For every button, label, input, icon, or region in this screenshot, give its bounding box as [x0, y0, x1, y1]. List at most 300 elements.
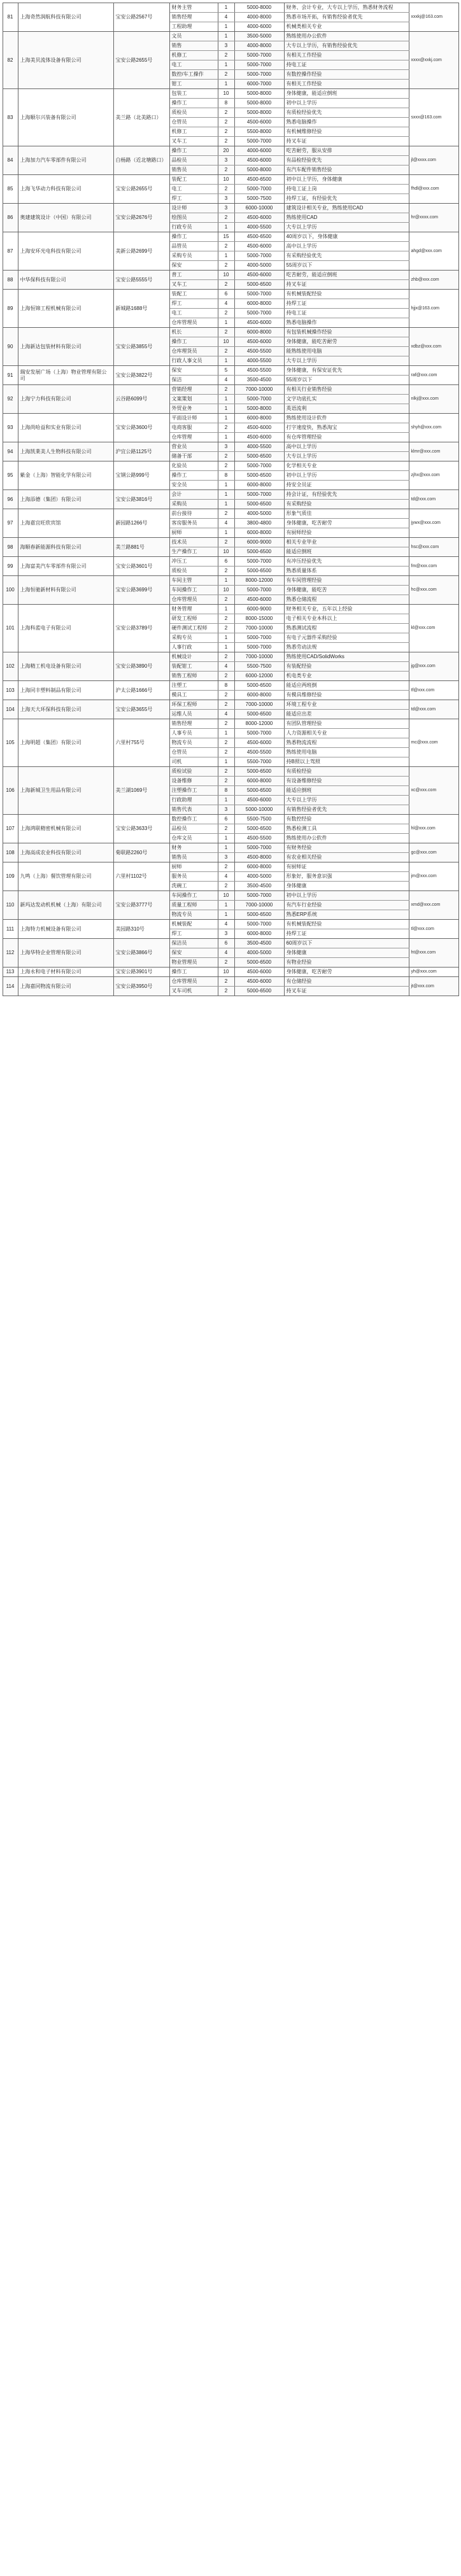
- job-salary: 7000-10000: [235, 624, 285, 633]
- row-number: 105: [3, 719, 18, 766]
- job-row: [170, 729, 409, 738]
- job-salary: 5000-6500: [235, 500, 285, 509]
- job-row: [170, 681, 409, 691]
- company-contact: tl@xxx.com: [409, 920, 459, 938]
- job-row: [170, 700, 409, 710]
- company-row: [3, 557, 459, 576]
- job-salary: 4000-8000: [235, 13, 285, 22]
- job-salary: 5000-7000: [235, 586, 285, 595]
- job-list: [170, 862, 409, 890]
- job-requirement: 熟悉质量体系: [285, 567, 409, 575]
- company-contact: nlkj@xxx.com: [409, 385, 459, 413]
- job-title: 操作工: [170, 232, 218, 241]
- job-salary: 6000-8000: [235, 691, 285, 700]
- job-count: 8: [218, 786, 235, 795]
- job-salary: 6000-12000: [235, 672, 285, 680]
- company-address: 宝安公路3890号: [114, 652, 170, 680]
- job-title: 车间操作工: [170, 586, 218, 595]
- company-name: 上海恒驰新材料有限公司: [18, 576, 114, 604]
- job-title: 采购专员: [170, 251, 218, 260]
- company-row: [3, 862, 459, 891]
- company-name: 上海新城卫生用品有限公司: [18, 767, 114, 814]
- job-requirement: 有品检经验优先: [285, 156, 409, 165]
- job-row: [170, 968, 409, 976]
- company-row: [3, 700, 459, 719]
- job-count: 3: [218, 156, 235, 165]
- job-title: 注塑工: [170, 681, 218, 690]
- job-requirement: 持叉车证: [285, 987, 409, 996]
- job-list: [170, 939, 409, 967]
- job-title: 文案策划: [170, 395, 218, 404]
- job-salary: 5500-7500: [235, 662, 285, 671]
- job-row: [170, 404, 409, 413]
- company-contact: ahgd@xxx.com: [409, 232, 459, 270]
- job-list: [170, 538, 409, 556]
- job-count: 2: [218, 719, 235, 728]
- job-row: [170, 987, 409, 996]
- job-row: [170, 662, 409, 672]
- job-list: [170, 767, 409, 814]
- job-list: [170, 146, 409, 174]
- job-requirement: 身体健康，能吃苦: [285, 586, 409, 595]
- job-count: 4: [218, 299, 235, 308]
- job-list: [170, 843, 409, 862]
- job-row: [170, 89, 409, 99]
- job-requirement: 初中以上学历: [285, 471, 409, 480]
- job-salary: 4500-6000: [235, 271, 285, 279]
- job-title: 装配工: [170, 175, 218, 184]
- company-address: 宝安公路2655号: [114, 175, 170, 203]
- row-number: 90: [3, 328, 18, 365]
- job-requirement: 有质检经验优先: [285, 108, 409, 117]
- job-row: [170, 710, 409, 719]
- job-title: 包装工: [170, 89, 218, 98]
- job-salary: 6000-8000: [235, 414, 285, 423]
- company-name: 瑞安发展广场（上海）物业管理有限公司: [18, 366, 114, 384]
- job-count: 2: [218, 328, 235, 337]
- job-title: 数控操作工: [170, 815, 218, 824]
- job-list: [170, 442, 409, 461]
- job-salary: 5000-6500: [235, 452, 285, 461]
- job-count: 2: [218, 423, 235, 432]
- company-address: 宝安公路3601号: [114, 557, 170, 575]
- job-row: [170, 652, 409, 662]
- job-title: 采购员: [170, 500, 218, 509]
- job-count: 2: [218, 987, 235, 996]
- job-requirement: 熟悉物流流程: [285, 738, 409, 747]
- job-list: [170, 920, 409, 938]
- job-list: [170, 509, 409, 537]
- job-count: 2: [218, 691, 235, 700]
- job-salary: 6000-9000: [235, 538, 285, 547]
- job-title: 前台接待: [170, 509, 218, 518]
- job-title: 客房服务员: [170, 519, 218, 528]
- job-row: [170, 60, 409, 70]
- job-salary: 6000-7000: [235, 80, 285, 88]
- job-row: [170, 910, 409, 919]
- company-row: [3, 920, 459, 939]
- job-requirement: 身体健康，能吃苦耐劳: [285, 337, 409, 346]
- company-contact: hr@xxxx.com: [409, 204, 459, 232]
- job-count: 1: [218, 633, 235, 642]
- company-address: 宝安公路3633号: [114, 815, 170, 843]
- job-salary: 5000-8000: [235, 3, 285, 12]
- job-title: 财务管理: [170, 605, 218, 614]
- job-title: 仓库理货员: [170, 347, 218, 356]
- job-title: 财务主管: [170, 3, 218, 12]
- row-number: 103: [3, 681, 18, 700]
- company-name: 上海飞华动力科技有限公司: [18, 175, 114, 203]
- job-requirement: 熟练使用CAD/SolidWorks: [285, 652, 409, 661]
- job-row: [170, 805, 409, 814]
- job-list: [170, 290, 409, 327]
- job-title: 品管员: [170, 242, 218, 251]
- job-requirement: 熟悉仓储流程: [285, 595, 409, 604]
- job-title: 销售工程师: [170, 672, 218, 680]
- job-salary: 3500-5000: [235, 32, 285, 41]
- company-contact: td@xxx.com: [409, 490, 459, 509]
- job-count: 2: [218, 452, 235, 461]
- job-count: 2: [218, 165, 235, 174]
- company-name: 中华保科技有限公司: [18, 271, 114, 289]
- job-list: [170, 605, 409, 652]
- job-count: 1: [218, 223, 235, 232]
- job-row: [170, 165, 409, 174]
- job-requirement: 高中以上学历: [285, 242, 409, 251]
- job-salary: 6000-8000: [235, 862, 285, 871]
- company-name: 上海同丰塑料制品有限公司: [18, 681, 114, 700]
- company-name: 上海富美汽车零部件有限公司: [18, 557, 114, 575]
- job-row: [170, 395, 409, 404]
- job-count: 2: [218, 385, 235, 394]
- row-number: 83: [3, 89, 18, 146]
- company-contact: fm@xxx.com: [409, 557, 459, 575]
- job-requirement: 持会计证，有经验优先: [285, 490, 409, 499]
- job-salary: 4000-5000: [235, 261, 285, 270]
- job-salary: 4500-6500: [235, 175, 285, 184]
- job-count: 3: [218, 194, 235, 203]
- job-row: [170, 500, 409, 509]
- job-title: 焊工: [170, 299, 218, 308]
- job-row: [170, 557, 409, 567]
- job-title: 仓库管理员: [170, 977, 218, 986]
- job-row: [170, 719, 409, 729]
- job-requirement: 有设备维修经验: [285, 777, 409, 785]
- job-requirement: 熟悉市场开拓，有销售经验者优先: [285, 13, 409, 22]
- job-title: 技术员: [170, 538, 218, 547]
- job-salary: 4500-5500: [235, 366, 285, 375]
- row-number: 106: [3, 767, 18, 814]
- job-count: 20: [218, 146, 235, 155]
- job-count: 4: [218, 376, 235, 384]
- job-salary: 5000-7000: [235, 251, 285, 260]
- job-requirement: 大专以上学历: [285, 356, 409, 365]
- job-salary: 6000-8000: [235, 929, 285, 938]
- job-count: 1: [218, 643, 235, 652]
- job-row: [170, 213, 409, 223]
- job-salary: 5000-6500: [235, 280, 285, 289]
- job-requirement: 吃苦耐劳，服从安排: [285, 146, 409, 155]
- job-title: 仓库管理: [170, 433, 218, 442]
- job-requirement: 身体健康: [285, 948, 409, 957]
- row-number: 84: [3, 146, 18, 174]
- job-title: 焊工: [170, 194, 218, 203]
- job-count: 2: [218, 137, 235, 146]
- company-row: [3, 3, 459, 32]
- company-contact: jm@xxx.com: [409, 862, 459, 890]
- job-title: 设计师: [170, 204, 218, 213]
- job-count: 15: [218, 232, 235, 241]
- job-count: 1: [218, 80, 235, 88]
- job-requirement: 熟悉检测工具: [285, 824, 409, 833]
- job-count: 1: [218, 901, 235, 910]
- job-title: 电商客服: [170, 423, 218, 432]
- company-contact: gc@xxx.com: [409, 843, 459, 862]
- job-salary: 4500-6000: [235, 977, 285, 986]
- job-salary: 8000-15000: [235, 614, 285, 623]
- job-row: [170, 271, 409, 280]
- company-name: 上海新达包装材料有限公司: [18, 328, 114, 365]
- job-salary: 4500-6000: [235, 738, 285, 747]
- job-title: 设备维修: [170, 777, 218, 785]
- job-title: 仓管员: [170, 118, 218, 127]
- company-row: [3, 366, 459, 385]
- job-count: 1: [218, 318, 235, 327]
- company-contact: fhdl@xxx.com: [409, 175, 459, 203]
- job-salary: 5000-7000: [235, 643, 285, 652]
- job-list: [170, 968, 409, 976]
- job-title: 质检员: [170, 108, 218, 117]
- job-requirement: 有汽车配件销售经验: [285, 165, 409, 174]
- job-count: 1: [218, 576, 235, 585]
- job-title: 保安: [170, 948, 218, 957]
- company-contact: jl@xxxx.com: [409, 146, 459, 174]
- job-salary: 6000-8000: [235, 299, 285, 308]
- row-number: 91: [3, 366, 18, 384]
- job-title: 操作工: [170, 99, 218, 108]
- job-count: 2: [218, 767, 235, 776]
- company-address: 宝安公路3600号: [114, 414, 170, 442]
- job-salary: 5000-7000: [235, 309, 285, 318]
- job-salary: 5000-6500: [235, 786, 285, 795]
- company-address: 宝钢公路999号: [114, 461, 170, 489]
- job-salary: 7000-10000: [235, 652, 285, 661]
- job-requirement: 持叉车证: [285, 137, 409, 146]
- job-title: 装配钳工: [170, 662, 218, 671]
- job-salary: 5000-6500: [235, 987, 285, 996]
- job-count: 1: [218, 757, 235, 766]
- row-number: 107: [3, 815, 18, 843]
- job-title: 品检员: [170, 824, 218, 833]
- job-salary: 7000-10000: [235, 385, 285, 394]
- job-count: 2: [218, 624, 235, 633]
- job-salary: 5000-6500: [235, 910, 285, 919]
- job-row: [170, 442, 409, 452]
- job-requirement: 有机械维修经验: [285, 127, 409, 136]
- job-count: 2: [218, 127, 235, 136]
- job-list: [170, 719, 409, 766]
- row-number: 104: [3, 700, 18, 719]
- job-row: [170, 672, 409, 680]
- job-requirement: 持电工证: [285, 309, 409, 318]
- company-row: [3, 32, 459, 89]
- company-contact: xxxx@xxkj.com: [409, 32, 459, 88]
- job-count: 1: [218, 490, 235, 499]
- job-salary: 5000-6500: [235, 710, 285, 719]
- job-row: [170, 328, 409, 337]
- job-salary: 4500-6000: [235, 118, 285, 127]
- job-title: 机械设计: [170, 652, 218, 661]
- job-requirement: 有厨师证: [285, 862, 409, 871]
- company-name: 上海鸿联精密机械有限公司: [18, 815, 114, 843]
- job-count: 2: [218, 652, 235, 661]
- company-row: [3, 442, 459, 461]
- job-title: 销售经理: [170, 719, 218, 728]
- job-requirement: 有机械装配经验: [285, 290, 409, 299]
- job-salary: 5000-7000: [235, 395, 285, 404]
- company-name: 上海奇然润航科技有限公司: [18, 3, 114, 31]
- job-row: [170, 595, 409, 604]
- job-row: [170, 786, 409, 796]
- job-list: [170, 681, 409, 700]
- job-salary: 6000-10000: [235, 204, 285, 213]
- company-name: 上海永和电子材料有限公司: [18, 968, 114, 976]
- company-row: [3, 652, 459, 681]
- company-name: 上海顺尔兴装备有限公司: [18, 89, 114, 146]
- job-count: 2: [218, 700, 235, 709]
- job-title: 车间操作工: [170, 891, 218, 900]
- job-requirement: 财务相关专业，五年以上经验: [285, 605, 409, 614]
- job-count: 2: [218, 538, 235, 547]
- job-requirement: 高中以上学历: [285, 442, 409, 451]
- job-row: [170, 519, 409, 528]
- job-title: 厨师: [170, 528, 218, 537]
- company-name: 上海华特企业管理有限公司: [18, 939, 114, 967]
- job-row: [170, 767, 409, 777]
- job-title: 电工: [170, 309, 218, 318]
- job-salary: 4000-5000: [235, 948, 285, 957]
- job-title: 销售代表: [170, 805, 218, 814]
- job-requirement: 有财务经验: [285, 843, 409, 852]
- job-count: 2: [218, 614, 235, 623]
- job-requirement: 有相关行业销售经验: [285, 385, 409, 394]
- job-count: 4: [218, 948, 235, 957]
- company-name: 上海特力机械设备有限公司: [18, 920, 114, 938]
- company-address: 美兰路（北美路口）: [114, 89, 170, 146]
- job-title: 仓库管理员: [170, 595, 218, 604]
- job-salary: 4000-6000: [235, 146, 285, 155]
- job-requirement: 熟悉电脑操作: [285, 118, 409, 127]
- row-number: 108: [3, 843, 18, 862]
- job-count: 8: [218, 99, 235, 108]
- company-row: [3, 576, 459, 605]
- company-contact: hsc@xxx.com: [409, 538, 459, 556]
- job-salary: 4000-5000: [235, 509, 285, 518]
- job-salary: 5000-6500: [235, 567, 285, 575]
- job-requirement: 初中以上学历，身体健康: [285, 175, 409, 184]
- job-requirement: 身体健康，能适应倒班: [285, 89, 409, 98]
- job-count: 3: [218, 204, 235, 213]
- job-row: [170, 490, 409, 500]
- row-number: 110: [3, 891, 18, 919]
- job-list: [170, 271, 409, 289]
- company-row: [3, 204, 459, 232]
- job-salary: 4500-8000: [235, 853, 285, 862]
- job-row: [170, 920, 409, 929]
- job-list: [170, 414, 409, 442]
- job-title: 保安: [170, 261, 218, 270]
- job-list: [170, 385, 409, 413]
- job-title: 质检员: [170, 567, 218, 575]
- job-requirement: 能适应倒班: [285, 547, 409, 556]
- job-requirement: 持B照以上驾照: [285, 757, 409, 766]
- company-address: 宝安公路3855号: [114, 328, 170, 365]
- company-contact: mc@xxx.com: [409, 719, 459, 766]
- job-title: 营销经理: [170, 385, 218, 394]
- job-row: [170, 853, 409, 862]
- job-requirement: 熟悉测试流程: [285, 624, 409, 633]
- job-title: 采购专员: [170, 633, 218, 642]
- job-title: 绘图员: [170, 213, 218, 222]
- job-list: [170, 232, 409, 270]
- company-row: [3, 719, 459, 767]
- job-title: 注塑操作工: [170, 786, 218, 795]
- job-count: 6: [218, 815, 235, 824]
- job-salary: 4000-5500: [235, 356, 285, 365]
- job-salary: 4500-6000: [235, 156, 285, 165]
- company-name: 九鸣（上海）餐饮管理有限公司: [18, 862, 114, 890]
- job-requirement: 有汽车行业经验: [285, 901, 409, 910]
- job-count: 2: [218, 738, 235, 747]
- job-salary: 4500-6000: [235, 796, 285, 805]
- row-number: 111: [3, 920, 18, 938]
- job-count: 2: [218, 242, 235, 251]
- job-requirement: 大专以上学历: [285, 796, 409, 805]
- job-count: 2: [218, 777, 235, 785]
- job-list: [170, 328, 409, 365]
- company-row: [3, 89, 459, 146]
- company-address: 菊联路2260号: [114, 843, 170, 862]
- row-number: 89: [3, 290, 18, 327]
- job-count: 2: [218, 748, 235, 757]
- company-name: 上海恒锦工程机械有限公司: [18, 290, 114, 327]
- job-count: 1: [218, 605, 235, 614]
- company-contact: hl@xxx.com: [409, 815, 459, 843]
- company-contact: jt@xxx.com: [409, 977, 459, 996]
- company-row: [3, 891, 459, 920]
- job-title: 操作工: [170, 337, 218, 346]
- job-salary: 6000-8000: [235, 328, 285, 337]
- job-title: 销售: [170, 41, 218, 50]
- job-requirement: 熟悉ERP系统: [285, 910, 409, 919]
- job-requirement: 熟悉电脑操作: [285, 318, 409, 327]
- job-requirement: 身体健康，吃苦耐劳: [285, 519, 409, 528]
- job-requirement: 初中以上学历: [285, 891, 409, 900]
- job-count: 6: [218, 557, 235, 566]
- job-title: 质检试验: [170, 767, 218, 776]
- job-row: [170, 337, 409, 347]
- job-title: 叉车工: [170, 137, 218, 146]
- company-address: 宝安公路3816号: [114, 490, 170, 509]
- job-count: 1: [218, 500, 235, 509]
- job-row: [170, 958, 409, 967]
- job-salary: 4500-6000: [235, 595, 285, 604]
- row-number: 109: [3, 862, 18, 890]
- job-requirement: 财务、会计专业，大专以上学历，熟悉财务流程: [285, 3, 409, 12]
- job-row: [170, 423, 409, 433]
- company-address: 美兰湖1069号: [114, 767, 170, 814]
- job-salary: 6000-9000: [235, 605, 285, 614]
